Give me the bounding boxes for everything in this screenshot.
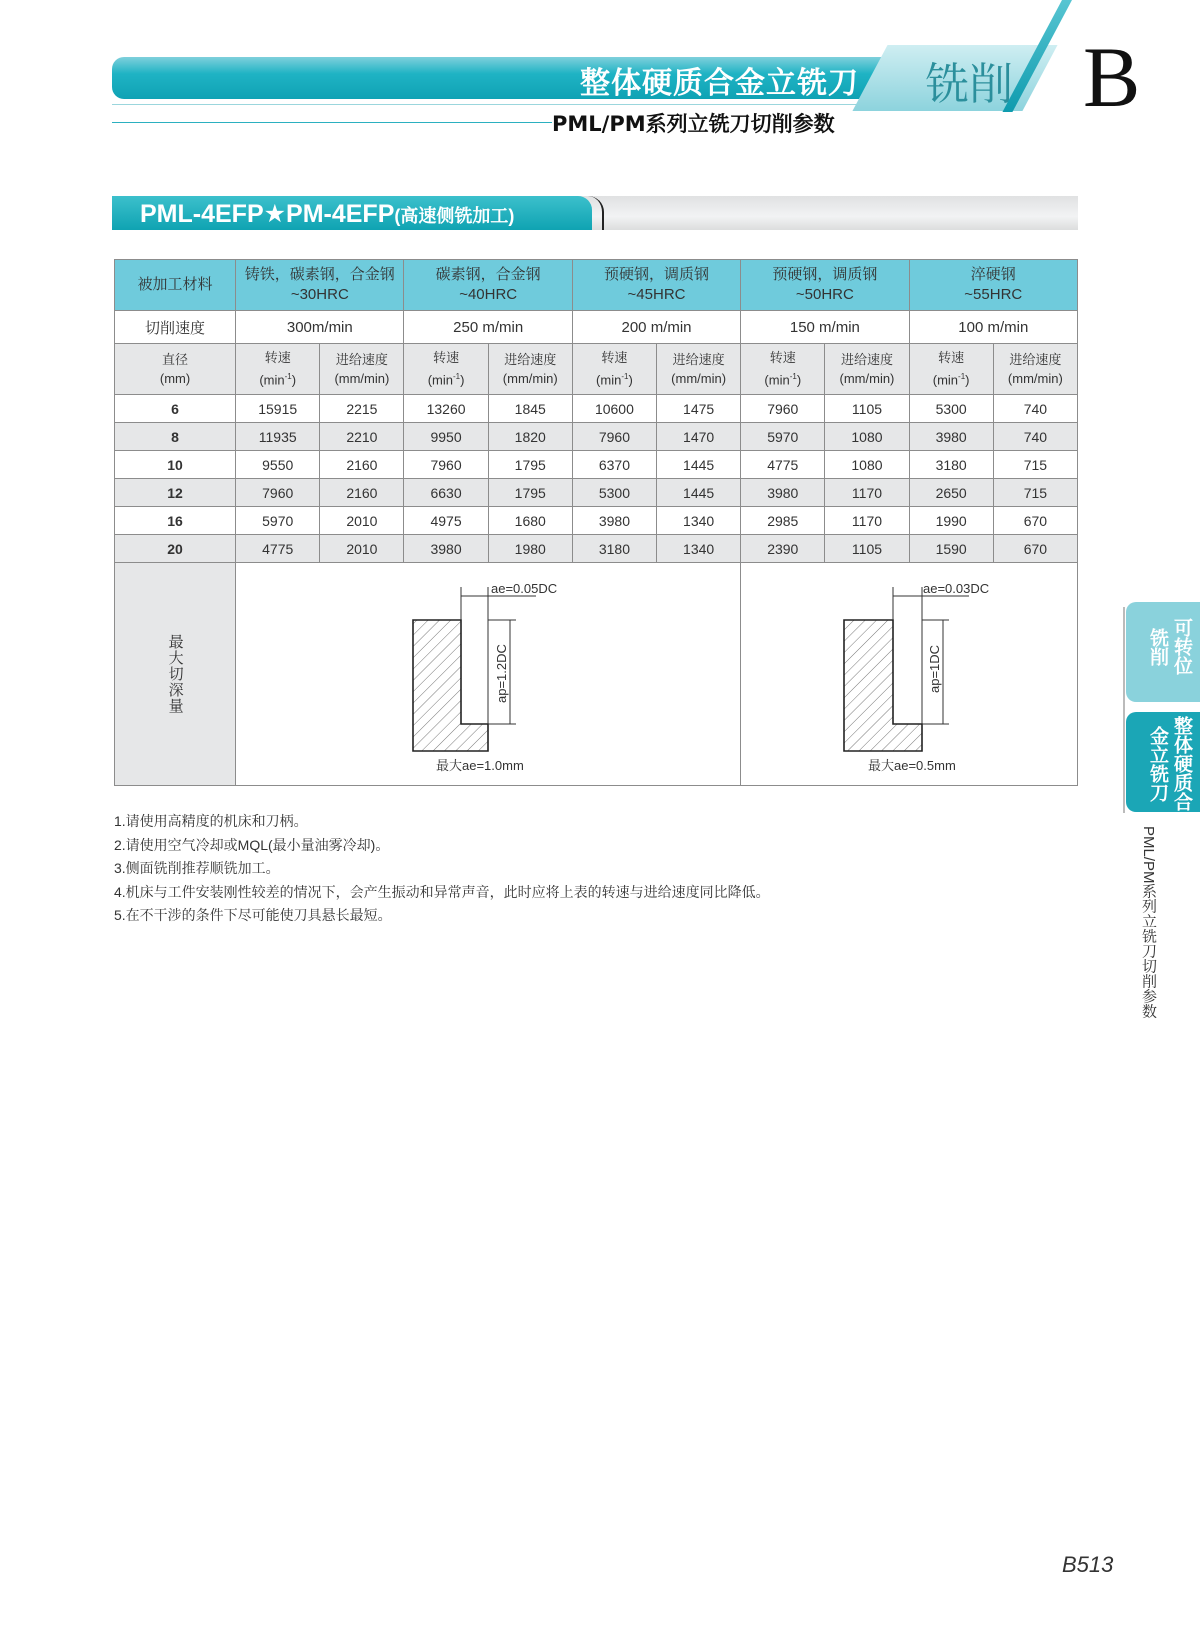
rpm-cell: 4975 (404, 507, 488, 535)
note-item: 4.机床与工件安装刚性较差的情况下，会产生振动和异常声音，此时应将上表的转速与进给速度同比降低。 (114, 883, 770, 900)
feed-cell: 670 (993, 535, 1077, 563)
feed-cell: 670 (993, 507, 1077, 535)
side-section-label: PML/PM系列立铣刀切削参数 (1140, 826, 1157, 1019)
feed-cell: 1080 (825, 423, 909, 451)
rpm-cell: 2390 (741, 535, 825, 563)
feed-header: 进给速度 (mm/min) (320, 344, 404, 395)
rpm-cell: 2650 (909, 479, 993, 507)
feed-header: 进给速度 (mm/min) (488, 344, 572, 395)
rpm-cell: 11935 (236, 423, 320, 451)
feed-cell: 1105 (825, 535, 909, 563)
rpm-cell: 6630 (404, 479, 488, 507)
svg-text:ap=1.2DC: ap=1.2DC (494, 644, 510, 703)
section-title-main: PML-4EFP★PM-4EFP (140, 200, 395, 228)
speed-cell: 150 m/min (741, 311, 909, 344)
table-row (115, 451, 1078, 479)
material-cell: 预硬钢，调质钢 ~45HRC (572, 260, 740, 311)
feed-cell: 1170 (825, 507, 909, 535)
feed-header: 进给速度 (mm/min) (993, 344, 1077, 395)
diameter-cell: 16 (115, 507, 236, 535)
cutting-speed-row (115, 311, 1078, 344)
svg-text:最大ae=1.0mm: 最大ae=1.0mm (436, 758, 524, 773)
feed-cell: 2160 (320, 451, 404, 479)
rpm-cell: 3980 (572, 507, 656, 535)
max-depth-row (115, 563, 1078, 786)
diameter-cell: 6 (115, 395, 236, 423)
rpm-header: 转速 $(\min^{-1})$ (741, 344, 825, 395)
divider (112, 122, 552, 123)
material-cell: 铸铁，碳素钢，合金钢 ~30HRC (236, 260, 404, 311)
feed-cell: 715 (993, 451, 1077, 479)
feed-header: 进给速度 (mm/min) (657, 344, 741, 395)
rpm-header: 转速 $(\min^{-1})$ (572, 344, 656, 395)
page-number: B513 (1062, 1552, 1114, 1577)
diameter-cell: 12 (115, 479, 236, 507)
rpm-cell: 3180 (572, 535, 656, 563)
rpm-cell: 4775 (741, 451, 825, 479)
cut-depth-diagram (236, 563, 740, 785)
category-label: 铣削 (925, 59, 1013, 110)
rpm-header: 转速 $(\min^{-1})$ (236, 344, 320, 395)
rpm-cell: 7960 (404, 451, 488, 479)
feed-cell: 1795 (488, 479, 572, 507)
max-depth-label: 最大切深量 (115, 563, 236, 786)
feed-cell: 715 (993, 479, 1077, 507)
cutting-params-table (114, 259, 1078, 786)
feed-cell: 1445 (657, 479, 741, 507)
note-item: 3.侧面铣削推荐顺铣加工。 (114, 860, 280, 876)
rpm-cell: 5300 (909, 395, 993, 423)
feed-cell: 740 (993, 395, 1077, 423)
diameter-cell: 8 (115, 423, 236, 451)
feed-cell: 1680 (488, 507, 572, 535)
rpm-cell: 9550 (236, 451, 320, 479)
svg-text:ae=0.05DC: ae=0.05DC (491, 581, 558, 596)
rpm-cell: 3180 (909, 451, 993, 479)
cut-depth-diagram (741, 563, 1077, 785)
feed-header: 进给速度 (mm/min) (825, 344, 909, 395)
feed-cell: 1105 (825, 395, 909, 423)
feed-cell: 1340 (657, 535, 741, 563)
rpm-cell: 1990 (909, 507, 993, 535)
page-subtitle: PML/PM系列立铣刀切削参数 (552, 112, 835, 136)
feed-cell: 1845 (488, 395, 572, 423)
side-tab-solid-carbide-endmill[interactable]: 整体硬质合 金立铣刀 (1126, 712, 1200, 812)
rpm-cell: 3980 (741, 479, 825, 507)
unit-header-row (115, 344, 1078, 395)
divider (112, 104, 882, 105)
depth-diagram-right (741, 563, 1078, 786)
rpm-cell: 7960 (236, 479, 320, 507)
rpm-cell: 13260 (404, 395, 488, 423)
depth-diagram-left (236, 563, 741, 786)
material-label: 被加工材料 (115, 260, 236, 311)
rpm-cell: 1590 (909, 535, 993, 563)
feed-cell: 1470 (657, 423, 741, 451)
diameter-header: 直径 (mm) (115, 344, 236, 395)
diameter-cell: 20 (115, 535, 236, 563)
side-nav-rail (1123, 607, 1125, 813)
material-row (115, 260, 1078, 311)
rpm-cell: 3980 (909, 423, 993, 451)
table-row (115, 395, 1078, 423)
section-letter: B (1083, 29, 1141, 125)
table-row (115, 507, 1078, 535)
rpm-cell: 2985 (741, 507, 825, 535)
side-tab-indexable-milling[interactable]: 可转位 铣削 (1126, 602, 1200, 702)
feed-cell: 2010 (320, 535, 404, 563)
table-row (115, 479, 1078, 507)
table-row (115, 423, 1078, 451)
rpm-cell: 7960 (572, 423, 656, 451)
material-cell: 预硬钢，调质钢 ~50HRC (741, 260, 909, 311)
svg-text:ap=1DC: ap=1DC (927, 644, 943, 693)
rpm-cell: 15915 (236, 395, 320, 423)
rpm-cell: 5300 (572, 479, 656, 507)
speed-cell: 250 m/min (404, 311, 572, 344)
speed-cell: 300m/min (236, 311, 404, 344)
section-title-sub: (高速侧铣加工) (394, 206, 515, 226)
feed-cell: 1445 (657, 451, 741, 479)
svg-text:ae=0.03DC: ae=0.03DC (923, 581, 990, 596)
diameter-cell: 10 (115, 451, 236, 479)
svg-text:最大ae=0.5mm: 最大ae=0.5mm (868, 758, 956, 773)
rpm-cell: 4775 (236, 535, 320, 563)
feed-cell: 2010 (320, 507, 404, 535)
rpm-cell: 5970 (236, 507, 320, 535)
rpm-cell: 10600 (572, 395, 656, 423)
rpm-header: 转速 $(\min^{-1})$ (909, 344, 993, 395)
note-item: 2.请使用空气冷却或MQL(最小量油雾冷却)。 (114, 836, 390, 853)
feed-cell: 1795 (488, 451, 572, 479)
feed-cell: 1475 (657, 395, 741, 423)
feed-cell: 1820 (488, 423, 572, 451)
speed-label: 切削速度 (115, 311, 236, 344)
feed-cell: 1170 (825, 479, 909, 507)
feed-cell: 740 (993, 423, 1077, 451)
feed-cell: 2210 (320, 423, 404, 451)
section-title (140, 199, 514, 229)
rpm-cell: 6370 (572, 451, 656, 479)
usage-notes (114, 810, 770, 928)
feed-cell: 2215 (320, 395, 404, 423)
note-item: 1.请使用高精度的机床和刀柄。 (114, 813, 308, 829)
rpm-cell: 3980 (404, 535, 488, 563)
rpm-cell: 9950 (404, 423, 488, 451)
material-cell: 淬硬钢 ~55HRC (909, 260, 1077, 311)
feed-cell: 1080 (825, 451, 909, 479)
feed-cell: 2160 (320, 479, 404, 507)
material-cell: 碳素钢，合金钢 ~40HRC (404, 260, 572, 311)
table-row (115, 535, 1078, 563)
feed-cell: 1340 (657, 507, 741, 535)
rpm-cell: 5970 (741, 423, 825, 451)
speed-cell: 100 m/min (909, 311, 1077, 344)
speed-cell: 200 m/min (572, 311, 740, 344)
rpm-header: 转速 $(\min^{-1})$ (404, 344, 488, 395)
note-item: 5.在不干涉的条件下尽可能使刀具悬长最短。 (114, 907, 392, 923)
rpm-cell: 7960 (741, 395, 825, 423)
page-title: 整体硬质合金立铣刀 (580, 66, 859, 101)
feed-cell: 1980 (488, 535, 572, 563)
